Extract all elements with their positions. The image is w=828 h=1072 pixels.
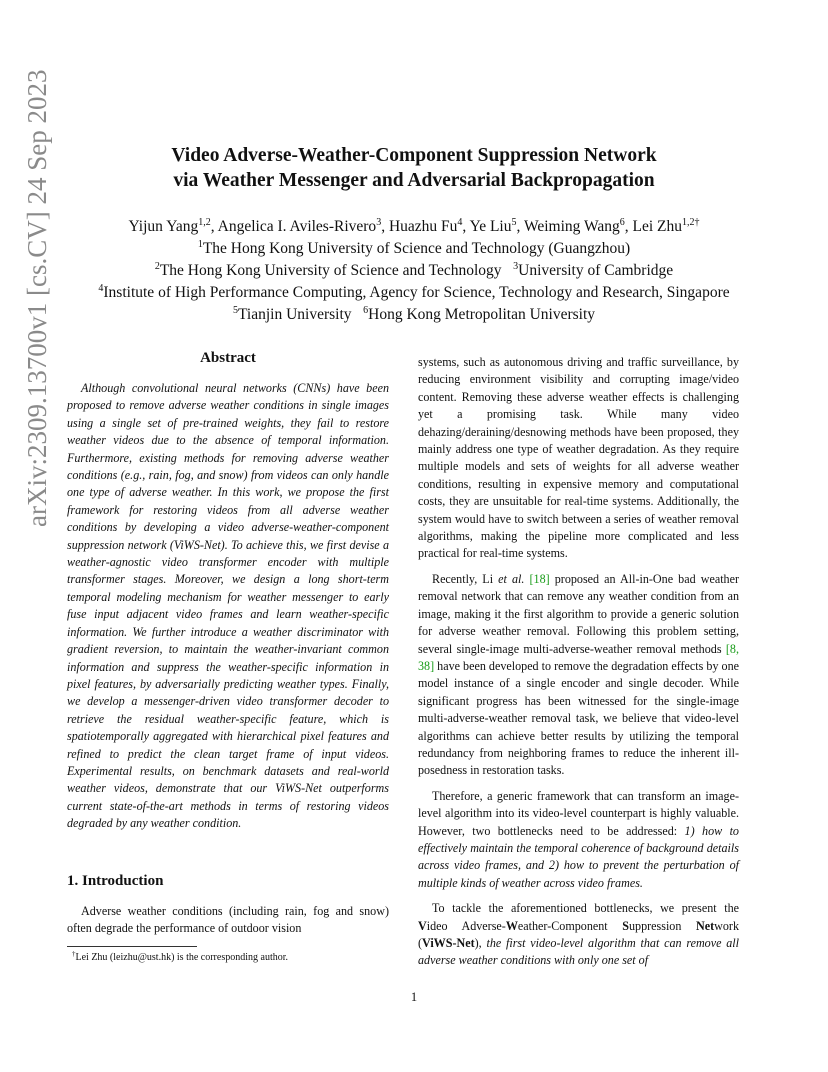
affil-text: Tianjin University — [237, 306, 352, 323]
affil-mark: 1 — [197, 239, 203, 250]
author-affil-mark: 5 — [511, 217, 517, 228]
text-run: Net — [696, 918, 715, 933]
text-run: Therefore, a generic framework that can transform an image-level algorithm into its video-level counterpart is highly valuable. However, two bottlenecks need to be addressed: — [418, 788, 739, 838]
text-run: eather-Component — [517, 918, 623, 933]
title-line-2: via Weather Messenger and Adversarial Backpropagation — [173, 170, 655, 191]
citation-link[interactable]: [18] — [529, 571, 550, 586]
text-run: have been developed to remove the degradation effects by one model instance of a single encoder and single decoder. While significant progress has been witnessed for the single-image multi-adverse-weather removal task, we believe that video-level algorithms can achieve better results by utilizing the temporal redundancy from neighboring frames to reduce the inherent ill-posedness in restoration tasks. — [418, 658, 739, 778]
text-run: the first video-level algorithm that can remove all adverse weather conditions with only one set of — [418, 936, 739, 968]
text-run: W — [505, 918, 518, 933]
text-run: Recently, Li — [432, 571, 499, 586]
text-run: 1) how to effectively maintain the temporal coherence of background details across video frames, and 2) how to prevent the perturbation of multiple kinds of weather across video frames. — [418, 823, 739, 890]
paper-title — [0, 143, 828, 193]
author-name: , Huazhu Fu — [381, 218, 458, 235]
text-run: proposed an All-in-One bad weather removal network that can remove any weather condition from an image, making it the first algorithm to provide a generic solution for adverse weather removal. Following this problem setting, several single-image multi-adverse-weather removal methods — [418, 571, 739, 656]
affiliation-line-3 — [0, 282, 828, 304]
author-affil-mark: 6 — [619, 217, 625, 228]
affil-mark: 5 — [232, 305, 238, 316]
author-name: , Weiming Wang — [516, 218, 620, 235]
abstract-text: Although convolutional neural networks (CNNs) have been proposed to remove adverse weather conditions in single images using a single set of pre-trained weights, they fail to restore weather videos due to the absence of temporal information. Furthermore, existing methods for removing adverse weather conditions (e.g., rain, fog, and snow) from videos can only handle one type of adverse weather. In this work, we propose the first framework for restoring videos from all adverse weather conditions by developing a video adverse-weather-component suppression network (ViWS-Net). To achieve this, we first devise a weather-agnostic video transformer encoder with multiple transformer stages. Moreover, we design a long short-term temporal modeling mechanism for weather messenger to early fuse input adjacent video frames and learn weather-specific information. We further introduce a weather discriminator with gradient reversion, to maintain the weather-invariant common information and suppress the weather-specific information in pixel features, by adversarially predicting weather types. Finally, we develop a messenger-driven video transformer decoder to retrieve the residual weather-specific feature, which is spatiotemporally aggregated with hierarchical pixel features and refined to predict the clean target frame of input videos. Experimental results, on benchmark datasets and real-world weather videos, demonstrate that our ViWS-Net outperforms current state-of-the-art methods in terms of restoring videos degraded by any weather condition. — [67, 381, 389, 831]
intro-paragraph-3 — [418, 788, 739, 892]
text-run: ViWS-Net — [422, 936, 475, 950]
author-name: Yijun Yang — [128, 218, 199, 235]
citation-link[interactable]: [8, 38] — [418, 641, 739, 673]
text-run: To tackle the aforementioned bottlenecks, we present the — [432, 901, 739, 916]
page-number: 1 — [410, 990, 418, 1004]
author-name: , Lei Zhu — [624, 218, 683, 235]
author-block — [0, 216, 828, 326]
intro-paragraph-2 — [418, 571, 739, 780]
affil-text: University of Cambridge — [518, 262, 674, 279]
affiliation-line-2 — [0, 260, 828, 282]
text-run: ), — [474, 936, 487, 950]
text-run: S — [622, 918, 629, 933]
affil-mark: 6 — [363, 305, 369, 316]
author-list — [0, 216, 828, 238]
affiliation-line-1 — [0, 238, 828, 260]
section-heading-introduction: 1. Introduction — [67, 873, 164, 889]
affil-mark: 4 — [98, 283, 104, 294]
title-line-1: Video Adverse-Weather-Component Suppression Network — [171, 145, 657, 166]
author-name: , Ye Liu — [462, 218, 512, 235]
abstract-heading: Abstract — [200, 350, 256, 366]
author-name: , Angelica I. Aviles-Rivero — [210, 218, 377, 235]
author-affil-mark: 3 — [376, 217, 382, 228]
footnote-text: Lei Zhu (leizhu@ust.hk) is the corresponding author. — [75, 952, 288, 963]
arxiv-identifier: arXiv:2309.13700v1 [cs.CV] 24 Sep 2023 — [22, 69, 52, 527]
author-affil-mark: 4 — [457, 217, 463, 228]
intro-paragraph-4 — [418, 900, 739, 970]
left-column — [67, 347, 389, 833]
footnote — [72, 951, 288, 965]
affil-text: The Hong Kong University of Science and Technology — [159, 262, 502, 279]
intro-paragraph-1: Adverse weather conditions (including rain, fog and snow) often degrade the performance of outdoor vision — [67, 904, 389, 936]
right-column — [418, 354, 739, 978]
footnote-mark: † — [72, 950, 76, 958]
affiliation-line-4 — [0, 304, 828, 326]
author-affil-mark: 1,2 — [198, 217, 211, 228]
affil-mark: 2 — [154, 261, 160, 272]
author-affil-mark: 1,2† — [682, 217, 700, 228]
text-run: work ( — [418, 918, 739, 950]
intro-paragraph-cont: systems, such as autonomous driving and traffic surveillance, by reducing environment visibility and corrupting image/video content. Removing these adverse weather effects is challenging yet a promising task. While many video dehazing/deraining/desnowing methods have been proposed, they mainly address one type of weather degradation. As they require multiple models and sets of weights for all adverse weather conditions, resulting in expensive memory and computational costs, they are unsuitable for real-time systems. Additionally, the system would have to switch between a series of weather removal algorithms, making the pipeline more complicated and less practical for real-time systems. — [418, 355, 739, 561]
text-run: uppression — [629, 918, 696, 933]
text-run: ideo Adverse- — [426, 918, 506, 933]
text-run: V — [418, 918, 427, 933]
affil-text: Hong Kong Metropolitan University — [368, 306, 596, 323]
text-run: et al. — [498, 571, 525, 586]
affil-mark: 3 — [513, 261, 519, 272]
footnote-rule — [67, 946, 197, 947]
affil-text: Institute of High Performance Computing, Agency for Science, Technology and Research, Singapore — [103, 284, 730, 301]
affil-text: The Hong Kong University of Science and Technology (Guangzhou) — [202, 240, 631, 257]
